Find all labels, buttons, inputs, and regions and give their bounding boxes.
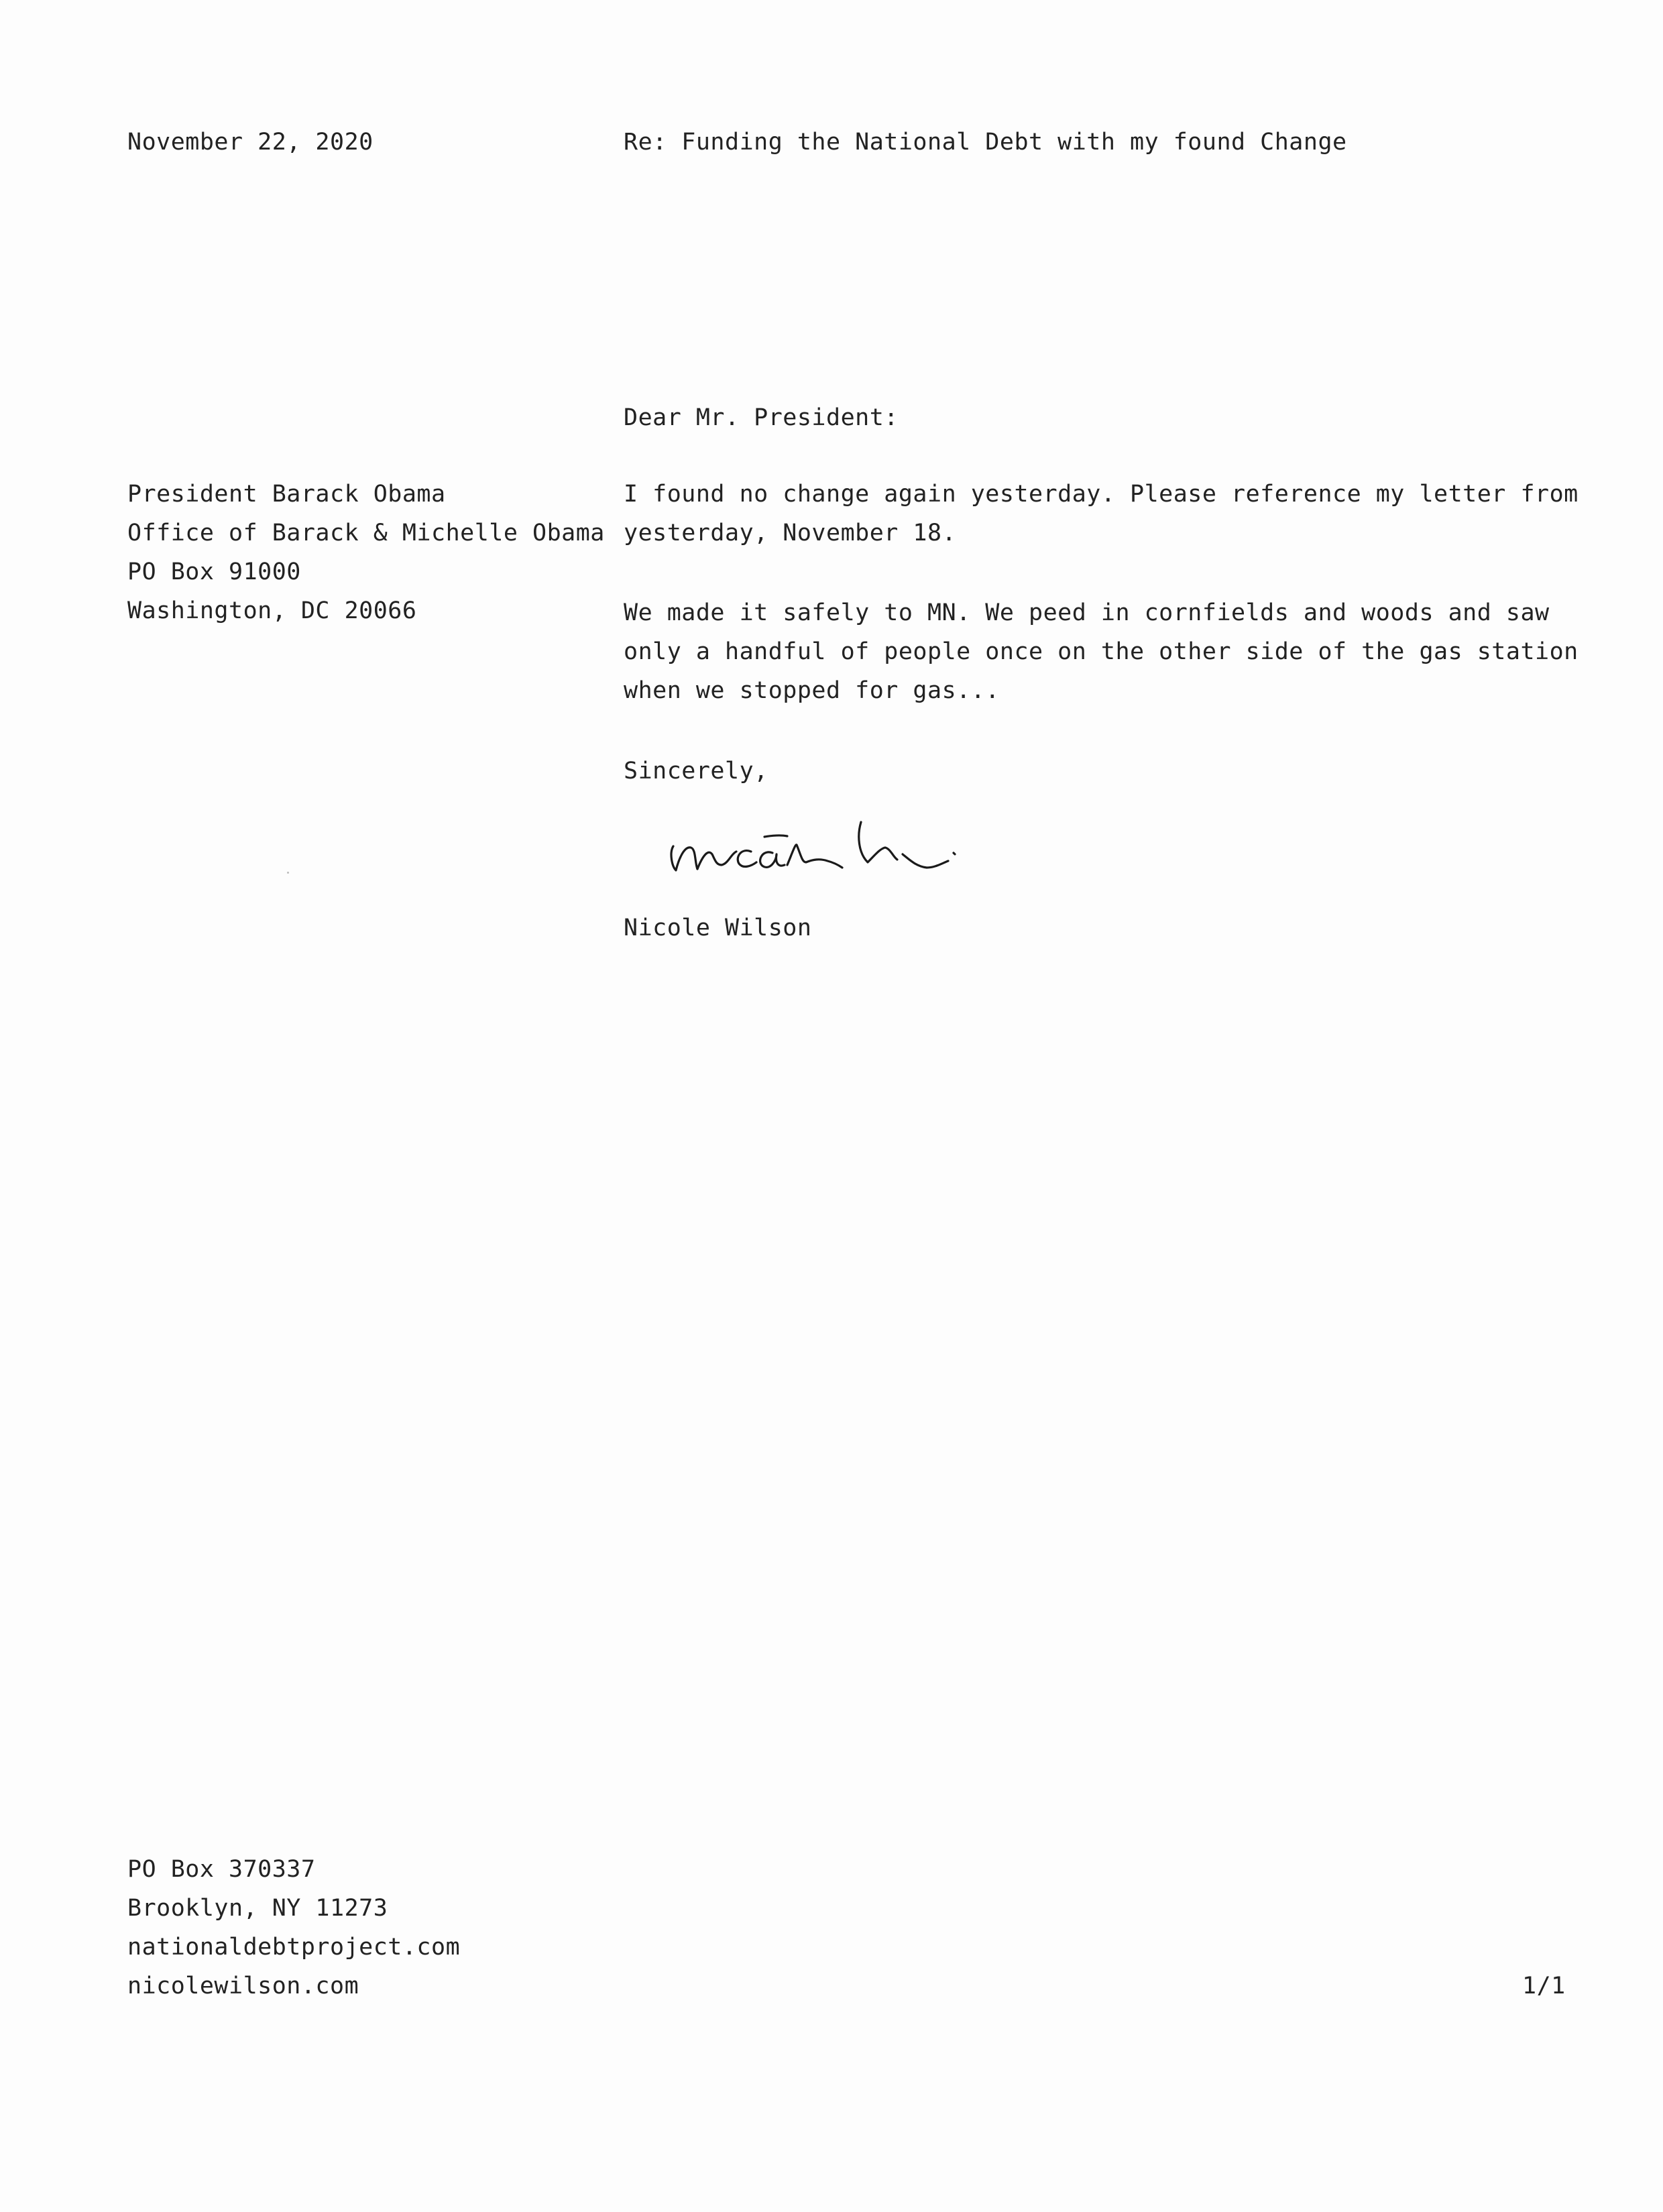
sender-line: nicolewilson.com <box>127 1973 359 1999</box>
recipient-line: PO Box 91000 <box>127 559 301 585</box>
paragraph-line: I found no change again yesterday. Please reference my letter from <box>624 481 1579 508</box>
page-number: 1/1 <box>1522 1973 1566 1999</box>
paragraph-line: yesterday, November 18. <box>624 520 957 546</box>
recipient-line: Office of Barack & Michelle Obama <box>127 520 605 546</box>
sender-line: nationaldebtproject.com <box>127 1934 461 1961</box>
body-paragraph-2 <box>624 593 1579 710</box>
scan-speck <box>287 872 289 874</box>
sender-line: Brooklyn, NY 11273 <box>127 1895 388 1922</box>
letter-date: November 22, 2020 <box>127 129 374 156</box>
closing: Sincerely, <box>624 758 768 784</box>
recipient-address <box>127 475 605 630</box>
signer-name: Nicole Wilson <box>624 915 812 941</box>
sender-address <box>127 1850 460 2005</box>
recipient-line: President Barack Obama <box>127 481 446 508</box>
letter-subject: Re: Funding the National Debt with my found Change <box>624 129 1347 156</box>
salutation: Dear Mr. President: <box>624 404 899 431</box>
paragraph-line: only a handful of people once on the other side of the gas station <box>624 638 1579 665</box>
paragraph-line: We made it safely to MN. We peed in cornfields and woods and saw <box>624 599 1550 626</box>
recipient-line: Washington, DC 20066 <box>127 597 417 624</box>
paragraph-line: when we stopped for gas... <box>624 677 1000 704</box>
sender-line: PO Box 370337 <box>127 1856 316 1883</box>
handwritten-signature <box>664 798 999 885</box>
body-paragraph-1 <box>624 475 1579 552</box>
